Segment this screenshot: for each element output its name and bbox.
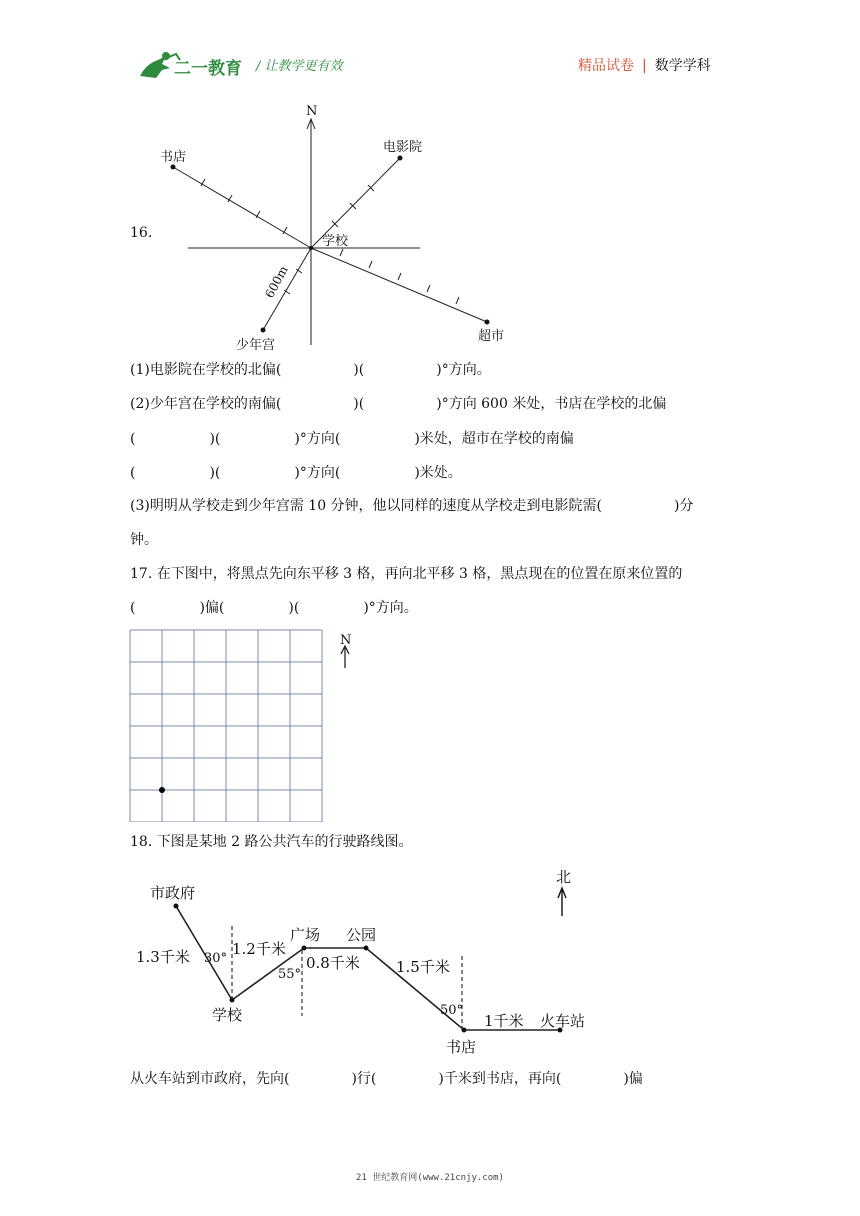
q17-line1: 17. 在下图中，将黑点先向东平移 3 格，再向北平移 3 格，黑点现在的位置在原来位置的 bbox=[130, 566, 683, 582]
ray-supermarket bbox=[311, 248, 487, 322]
q16-number: 16. bbox=[130, 225, 153, 241]
grid-lines bbox=[130, 630, 322, 822]
q16-part2-cont2: ( )( )°方向( )米处。 bbox=[130, 465, 462, 481]
map-park: 公园 bbox=[346, 926, 377, 944]
black-dot bbox=[159, 787, 165, 793]
slogan: / 让教学更有效 bbox=[256, 59, 343, 74]
label-bookstore: 书店 bbox=[160, 150, 187, 165]
map-angle-2: 55° bbox=[278, 967, 302, 982]
map-dist-2: 1.2千米 bbox=[232, 940, 286, 958]
map-north-label: 北 bbox=[556, 868, 572, 886]
label-supermarket: 超市 bbox=[478, 329, 505, 344]
map-dist-3: 0.8千米 bbox=[306, 954, 360, 972]
q17-grid-figure bbox=[128, 626, 368, 822]
q18-question: 从火车站到市政府，先向( )行( )千米到书店，再向( )偏 bbox=[130, 1071, 643, 1087]
map-angle-3: 50° bbox=[440, 1003, 464, 1018]
label-distance: 600m bbox=[262, 263, 291, 301]
footer: 21 世纪教育网(www.21cnjy.com) bbox=[356, 1173, 504, 1183]
map-city-hall: 市政府 bbox=[150, 884, 196, 902]
header-right bbox=[578, 55, 711, 75]
map-north-arrow-icon bbox=[558, 888, 566, 916]
ticks-supermarket bbox=[340, 249, 459, 304]
q16-part1: (1)电影院在学校的北偏( )( )°方向。 bbox=[130, 362, 491, 378]
map-dist-1: 1.3千米 bbox=[136, 948, 190, 966]
q16-direction-figure bbox=[150, 95, 530, 355]
label-youth-palace: 少年宫 bbox=[236, 338, 276, 353]
map-angle-1: 30° bbox=[204, 951, 228, 966]
q16-part2-cont1: ( )( )°方向( )米处，超市在学校的南偏 bbox=[130, 431, 574, 447]
q16-part3: (3)明明从学校走到少年宫需 10 分钟，他以同样的速度从学校走到电影院需( )分 bbox=[130, 498, 694, 514]
header-separator: | bbox=[642, 58, 647, 74]
q18-line1: 18. 下图是某地 2 路公共汽车的行驶路线图。 bbox=[130, 834, 413, 850]
grid-north-arrow-icon bbox=[341, 646, 349, 668]
point-bookstore bbox=[171, 165, 176, 170]
map-station: 火车站 bbox=[540, 1012, 586, 1030]
q18-route-map bbox=[128, 860, 608, 1060]
ray-bookstore bbox=[173, 167, 311, 248]
label-cinema: 电影院 bbox=[383, 140, 423, 155]
ticks-bookstore bbox=[201, 179, 287, 234]
grid-north-label: N bbox=[340, 633, 352, 648]
runner-logo-icon bbox=[136, 50, 376, 82]
q17-line2: ( )偏( )( )°方向。 bbox=[130, 600, 418, 616]
subject-label: 数学学科 bbox=[654, 58, 711, 74]
map-school: 学校 bbox=[212, 1006, 243, 1024]
point-school bbox=[309, 246, 313, 250]
map-square: 广场 bbox=[290, 926, 321, 944]
map-dist-4: 1.5千米 bbox=[396, 958, 450, 976]
point-supermarket bbox=[485, 320, 490, 325]
label-north: N bbox=[306, 104, 318, 119]
map-dist-5: 1千米 bbox=[484, 1012, 524, 1030]
map-bookstore: 书店 bbox=[446, 1038, 477, 1056]
logo-text: 二一教育 bbox=[174, 59, 242, 79]
header-logo bbox=[136, 50, 376, 82]
point-cinema bbox=[398, 156, 403, 161]
q16-part2: (2)少年宫在学校的南偏( )( )°方向 600 米处，书店在学校的北偏 bbox=[130, 396, 667, 412]
q16-part3-cont: 钟。 bbox=[130, 532, 158, 548]
label-school: 学校 bbox=[322, 234, 349, 249]
point-youth-palace bbox=[261, 328, 266, 333]
brand-label: 精品试卷 bbox=[578, 58, 634, 74]
